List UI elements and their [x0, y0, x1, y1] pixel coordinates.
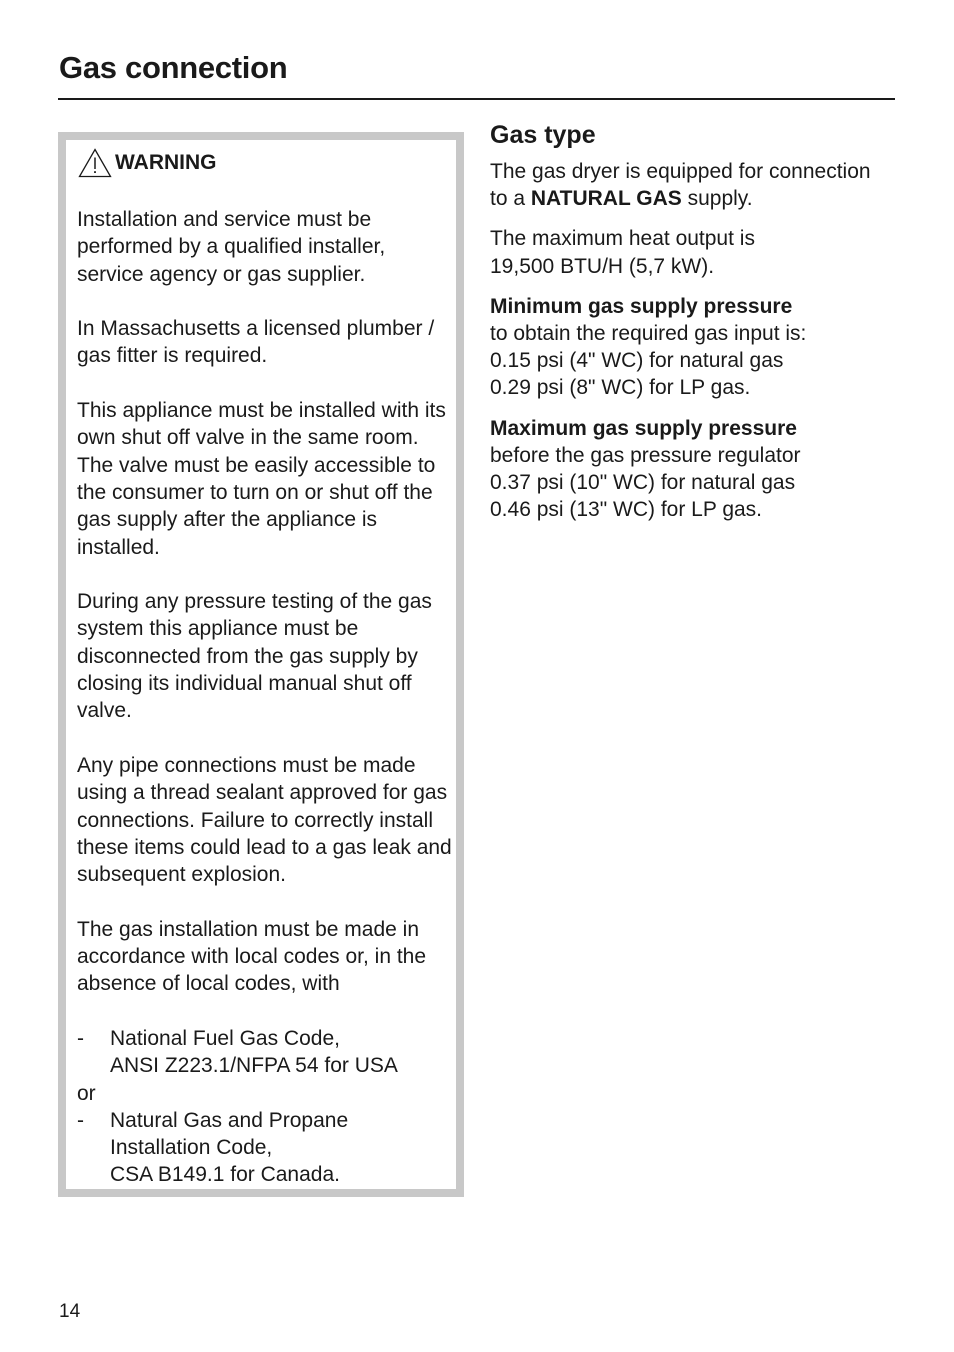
warning-triangle-icon: [78, 148, 112, 178]
page-number: 14: [59, 1301, 81, 1322]
warning-paragraph: In Massachusetts a licensed plumber / gas fitter is required.: [77, 317, 435, 368]
code-list-item: [77, 1025, 457, 1080]
warning-paragraph: Installation and service must be performed by a qualified installer, service agency or gas supplier.: [77, 208, 386, 286]
list-dash: -: [77, 1108, 84, 1132]
min-pressure-heading: Minimum gas supply pressure: [490, 294, 793, 318]
code-line: CSA B149.1 for Canada.: [110, 1163, 340, 1187]
min-pressure-paragraph: Minimum gas supply pressure to obtain the required gas input is: 0.15 psi (4" WC) for natural gas 0.29 psi (8" WC) for LP gas.: [490, 294, 807, 400]
code-list-item: [77, 1107, 457, 1189]
code-line: Natural Gas and Propane: [110, 1108, 349, 1132]
warning-paragraph: The gas installation must be made in accordance with local codes or, in the absence of local codes, with: [77, 917, 427, 996]
warning-paragraph: During any pressure testing of the gas system this appliance must be disconnected from the gas supply by closing its individual manual shut off valve.: [77, 590, 432, 723]
warning-label: WARNING: [115, 151, 217, 174]
warning-body: [77, 206, 457, 1189]
max-pressure-paragraph: Maximum gas supply pressure before the gas pressure regulator 0.37 psi (10" WC) for natural gas 0.46 psi (13" WC) for LP gas.: [490, 416, 801, 522]
warning-paragraph: This appliance must be installed with its own shut off valve in the same room. The valve must be easily accessible to the consumer to turn on or shut off the gas supply after the appliance is installed.: [77, 399, 446, 559]
or-separator: or: [77, 1081, 96, 1105]
warning-paragraph: Any pipe connections must be made using a thread sealant approved for gas connections. Failure to correctly install these items could lead to a gas leak and subsequent explosion.: [77, 753, 452, 887]
gas-type-section: [490, 118, 890, 536]
code-line: ANSI Z223.1/NFPA 54 for USA: [110, 1054, 398, 1078]
code-line: Installation Code,: [110, 1136, 273, 1160]
list-dash: -: [77, 1026, 84, 1050]
warning-box: [58, 132, 464, 1197]
max-pressure-heading: Maximum gas supply pressure: [490, 416, 797, 440]
warning-header: [78, 148, 217, 178]
code-line: National Fuel Gas Code,: [110, 1026, 340, 1050]
page-title: Gas connection: [59, 50, 288, 85]
title-divider: [58, 98, 895, 100]
gas-type-heading: Gas type: [490, 121, 596, 149]
heat-output-paragraph: The maximum heat output is 19,500 BTU/H (5,7 kW).: [490, 227, 755, 278]
gas-type-paragraph: The gas dryer is equipped for connection to a NATURAL GAS supply.: [490, 160, 871, 211]
natural-gas-emphasis: NATURAL GAS: [530, 187, 682, 211]
